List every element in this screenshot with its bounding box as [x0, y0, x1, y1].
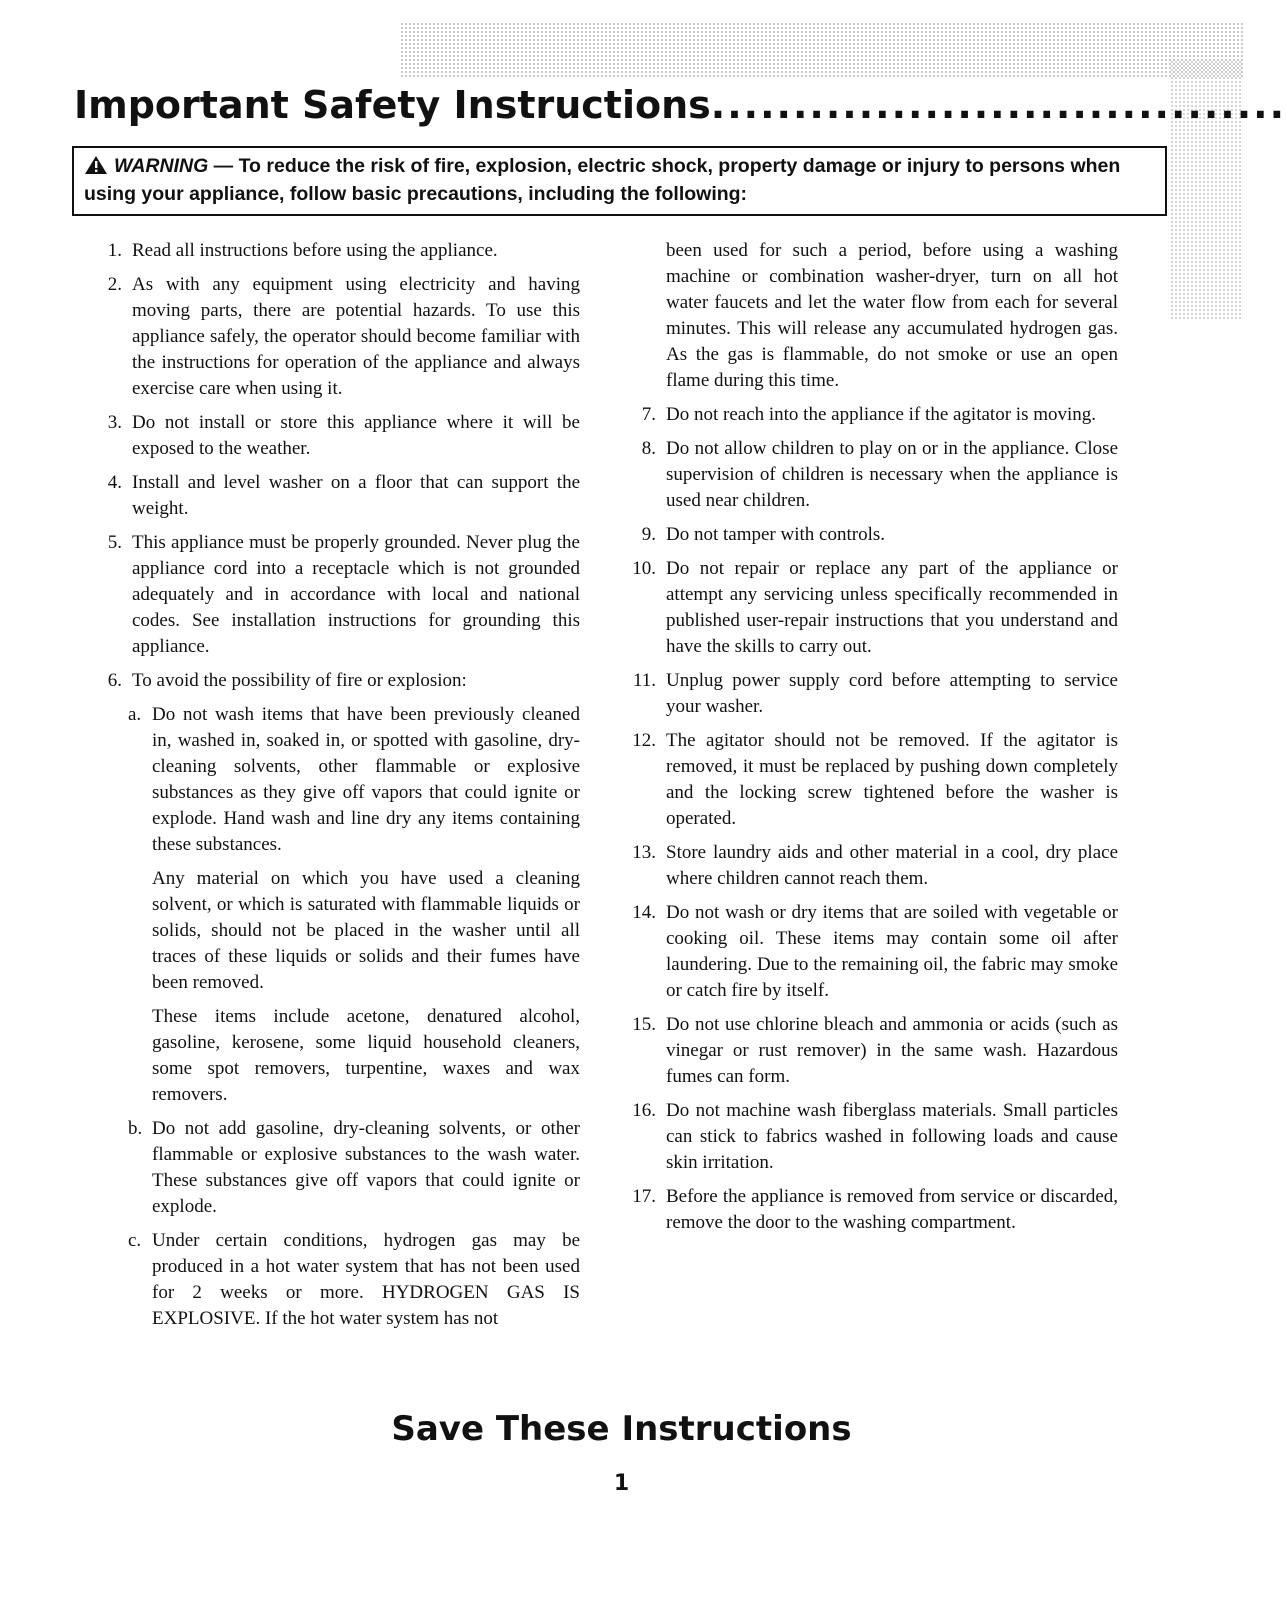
title-leader-dots: ...................................: [710, 83, 1286, 127]
sub-item-c-continuation: been used for such a period, before using a washing machine or combination washer-dryer, turn on all hot water faucets and let the water flow from each for several minutes. This will release any accumulated hydrogen gas. As the gas is flammable, do not smoke or use an open flame during this time.: [666, 240, 1118, 391]
sub-item-text: Do not add gasoline, dry-cleaning solvents, or other flammable or explosive substances to the wash water. These substances give off vapors that could ignite or explode.: [152, 1118, 580, 1217]
item-number: 1.: [107, 240, 122, 261]
item-text: Do not use chlorine bleach and ammonia or acids (such as vinegar or rust remover) in the same wash. Hazardous fumes can form.: [666, 1014, 1118, 1087]
save-instructions-heading: Save These Instructions: [391, 1409, 852, 1449]
sub-item-text: Do not wash items that have been previously cleaned in, washed in, soaked in, or spotted with gasoline, dry-cleaning solvents, other flammable or explosive substances as they give off vapors that could ignite or explode. Hand wash and line dry any items containing these substances.: [152, 704, 580, 855]
item-number: 15.: [632, 1014, 656, 1035]
item-number: 16.: [632, 1100, 656, 1121]
item-text: To avoid the possibility of fire or explosion:: [132, 670, 467, 691]
sub-item-letter: b.: [128, 1118, 143, 1139]
item-number: 9.: [641, 524, 656, 545]
list-item: [92, 238, 580, 264]
list-item: [626, 1184, 1118, 1236]
item-number: 10.: [632, 558, 656, 579]
page-title: [74, 82, 1286, 128]
sub-item-a: [92, 702, 580, 858]
item-number: 13.: [632, 842, 656, 863]
item-text: Unplug power supply cord before attempting to service your washer.: [666, 670, 1118, 717]
item-text: Do not reach into the appliance if the agitator is moving.: [666, 404, 1097, 425]
item-text: Install and level washer on a floor that can support the weight.: [132, 472, 580, 519]
sub-item-a-paragraph-2: These items include acetone, denatured alcohol, gasoline, kerosene, some liquid household cleaners, some spot removers, turpentine, waxes and wax removers.: [152, 1006, 580, 1105]
warning-triangle-icon: [84, 155, 108, 175]
list-item: [626, 728, 1118, 832]
warning-dash: —: [208, 155, 239, 177]
warning-label: WARNING: [114, 155, 209, 177]
left-column: [92, 238, 580, 1340]
sub-item-text: Under certain conditions, hydrogen gas may be produced in a hot water system that has not been used for 2 weeks or more. HYDROGEN GAS IS EXPLOSIVE. If the hot water system has not: [152, 1230, 580, 1329]
right-column: [626, 238, 1118, 1244]
item-text: The agitator should not be removed. If the agitator is removed, it must be replaced by pushing down completely and the locking screw tightened before the washer is operated.: [666, 730, 1118, 829]
item-number: 17.: [632, 1186, 656, 1207]
item-text: Store laundry aids and other material in a cool, dry place where children cannot reach them.: [666, 842, 1118, 889]
list-item: [626, 900, 1118, 1004]
page-number: 1: [613, 1471, 630, 1496]
item-number: 3.: [107, 412, 122, 433]
item-text: Do not install or store this appliance where it will be exposed to the weather.: [132, 412, 580, 459]
item-text: As with any equipment using electricity and having moving parts, there are potential hazards. To use this appliance safely, the operator should become familiar with the instructions for operation of the appliance and always exercise care when using it.: [132, 274, 580, 399]
item-text: Do not allow children to play on or in the appliance. Close supervision of children is necessary when the appliance is used near children.: [666, 438, 1118, 511]
list-item: [92, 530, 580, 660]
item-number: 14.: [632, 902, 656, 923]
item-number: 12.: [632, 730, 656, 751]
item-text: Do not tamper with controls.: [666, 524, 885, 545]
sub-item-letter: c.: [128, 1230, 142, 1251]
halftone-decoration-top: [400, 22, 1243, 78]
item-number: 6.: [107, 670, 122, 691]
list-item: [626, 668, 1118, 720]
page-title-text: Important Safety Instructions: [74, 83, 711, 127]
item-number: 4.: [107, 472, 122, 493]
sub-item-c: [92, 1228, 580, 1332]
list-item: [92, 470, 580, 522]
item-text: Do not machine wash fiberglass materials. Small particles can stick to fabrics washed in following loads and cause skin irritation.: [666, 1100, 1118, 1173]
item-text: Do not wash or dry items that are soiled with vegetable or cooking oil. These items may contain some oil after laundering. Due to the remaining oil, the fabric may smoke or catch fire by itself.: [666, 902, 1118, 1001]
item-number: 7.: [641, 404, 656, 425]
list-item: [626, 1098, 1118, 1176]
item-text: Read all instructions before using the appliance.: [132, 240, 498, 261]
item-text: This appliance must be properly grounded. Never plug the appliance cord into a receptacle which is not grounded adequately and in accordance with local and national codes. See installation instructions for grounding this appliance.: [132, 532, 580, 657]
list-item: [626, 522, 1118, 548]
list-item: [626, 436, 1118, 514]
list-item: [92, 410, 580, 462]
item-number: 5.: [107, 532, 122, 553]
sub-item-b: [92, 1116, 580, 1220]
list-item: [626, 840, 1118, 892]
list-item: [92, 668, 580, 694]
list-item: [626, 402, 1118, 428]
list-item: [92, 272, 580, 402]
warning-box: [72, 146, 1167, 216]
item-number: 2.: [107, 274, 122, 295]
item-text: Do not repair or replace any part of the appliance or attempt any servicing unless specifically recommended in published user-repair instructions that you understand and have the skills to carry out.: [666, 558, 1118, 657]
item-number: 8.: [641, 438, 656, 459]
list-item: [626, 556, 1118, 660]
list-item: [626, 1012, 1118, 1090]
sub-item-a-paragraph-1: Any material on which you have used a cleaning solvent, or which is saturated with flammable liquids or solids, should not be placed in the washer until all traces of these liquids or solids and their fumes have been removed.: [152, 868, 580, 993]
item-number: 11.: [632, 670, 656, 691]
warning-text: To reduce the risk of fire, explosion, electric shock, property damage or injury to persons when using your appliance, follow basic precautions, including the following:: [84, 155, 1121, 205]
item-text: Before the appliance is removed from service or discarded, remove the door to the washing compartment.: [666, 1186, 1118, 1233]
sub-item-letter: a.: [128, 704, 142, 725]
